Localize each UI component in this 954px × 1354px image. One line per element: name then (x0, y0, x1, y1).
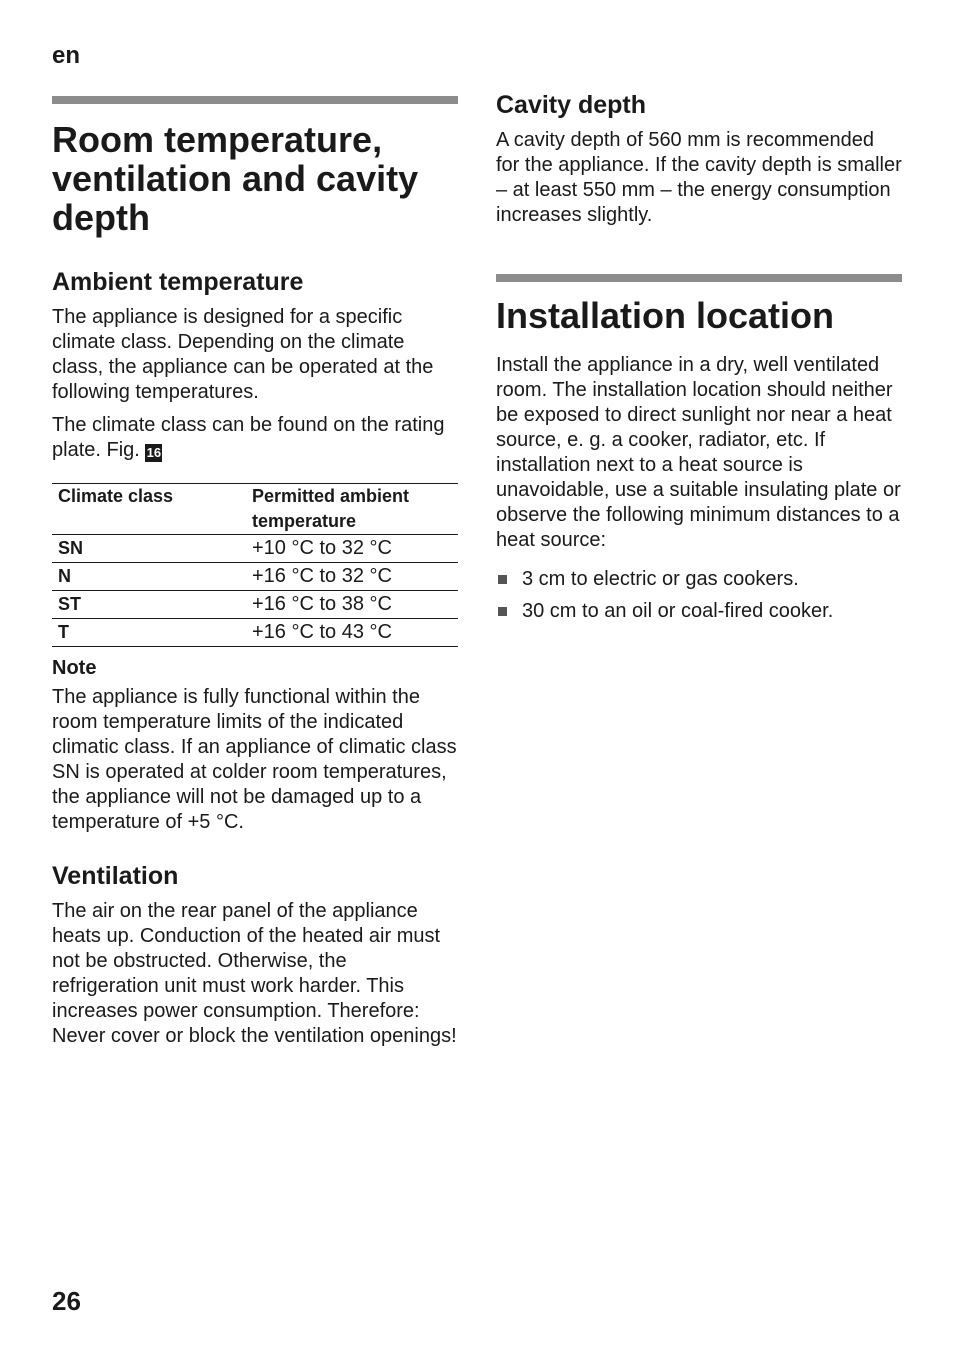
list-item-text: 30 cm to an oil or coal-fired cooker. (522, 600, 834, 622)
right-column (496, 90, 902, 627)
table-cell-class: N (52, 563, 246, 591)
page-number: 26 (52, 1286, 81, 1316)
square-bullet-icon (498, 575, 507, 584)
ambient-temperature-text: The appliance is designed for a specific climate class. Depending on the climate class, the appliance can be operated at the following temperatures. (52, 306, 434, 403)
section-rule (496, 274, 902, 282)
table-row (52, 591, 458, 619)
table-cell-class: ST (52, 591, 246, 619)
square-bullet-icon (498, 607, 507, 616)
table-row (52, 535, 458, 563)
cavity-depth-heading: Cavity depth (496, 91, 647, 119)
rating-plate-sentence: The climate class can be found on the rating plate. Fig. (52, 414, 445, 461)
left-column (52, 96, 458, 1049)
table-cell-temperature: +16 °C to 43 °C (246, 619, 458, 647)
table-header-permitted-temperature: Permitted ambient temperature (246, 484, 458, 535)
table-header-climate-class: Climate class (52, 484, 246, 535)
installation-location-text: Install the appliance in a dry, well ventilated room. The installation location should neither be exposed to direct sunlight nor near a heat source, e. g. a cooker, radiator, etc. If installation next to a heat source is unavoidable, use a suitable insulating plate or observe the following minimum distances to a heat source: (496, 354, 901, 551)
section-title: Room temperature, ventilation and cavity depth (52, 119, 419, 238)
table-cell-class: T (52, 619, 246, 647)
table-cell-temperature: +16 °C to 38 °C (246, 591, 458, 619)
ventilation-heading: Ventilation (52, 862, 179, 890)
list-item-text: 3 cm to electric or gas cookers. (522, 568, 799, 590)
ambient-temperature-heading: Ambient temperature (52, 268, 304, 296)
table-cell-class: SN (52, 535, 246, 563)
installation-location-title: Installation location (496, 295, 835, 336)
table-cell-temperature: +16 °C to 32 °C (246, 563, 458, 591)
table-cell-temperature: +10 °C to 32 °C (246, 535, 458, 563)
section-rule (52, 96, 458, 104)
rating-plate-text (52, 413, 458, 463)
list-item (496, 595, 902, 627)
language-code: en (52, 42, 81, 69)
note-title: Note (52, 657, 97, 679)
table-row (52, 563, 458, 591)
note-text: The appliance is fully functional within the room temperature limits of the indicated climatic class. If an appliance of climatic class SN is operated at colder room temperatures, the appliance will not be damaged up to a temperature of +5 °C. (52, 686, 457, 833)
cavity-depth-text: A cavity depth of 560 mm is recommended for the appliance. If the cavity depth is smaller – at least 550 mm – the energy consumption increases slightly. (496, 129, 902, 226)
table-row (52, 619, 458, 647)
ventilation-text: The air on the rear panel of the appliance heats up. Conduction of the heated air must not be obstructed. Otherwise, the refrigeration unit must work harder. This increases power consumption. Therefore: Never cover or block the ventilation openings! (52, 900, 457, 1047)
climate-class-table (52, 483, 458, 647)
figure-reference-icon: 16 (146, 445, 162, 460)
table-header-row (52, 484, 458, 535)
minimum-distances-list (496, 563, 902, 627)
list-item (496, 563, 902, 595)
